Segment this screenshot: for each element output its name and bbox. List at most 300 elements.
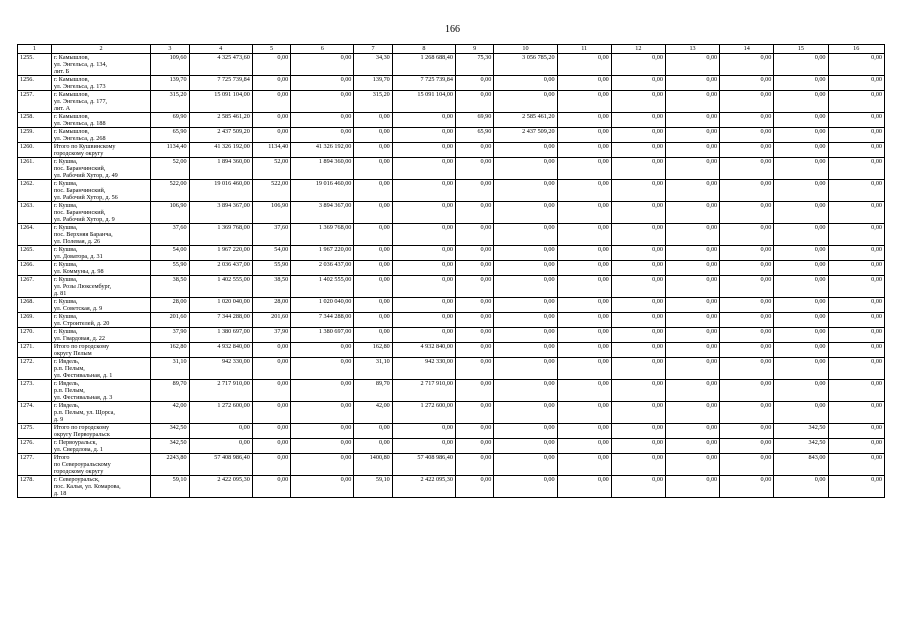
- value-cell: 0,00: [252, 113, 290, 128]
- address-cell: г. Кушва, пос. Баранчинский, ул. Рабочий Хутор, д. 49: [51, 158, 150, 180]
- value-cell: 0,00: [354, 246, 392, 261]
- value-cell: 0,00: [611, 424, 665, 439]
- address-cell: г. Первоуральск, ул. Свердлова, д. 1: [51, 439, 150, 454]
- value-cell: 0,00: [354, 328, 392, 343]
- value-cell: 0,00: [828, 328, 884, 343]
- address-cell: г. Камышлов, ул. Энгельса, д. 268: [51, 128, 150, 143]
- value-cell: 106,90: [151, 202, 189, 224]
- column-number-cell: 11: [557, 45, 611, 54]
- row-number-cell: 1256.: [18, 76, 52, 91]
- row-number-cell: 1270.: [18, 328, 52, 343]
- value-cell: 0,00: [494, 380, 557, 402]
- row-number-cell: 1257.: [18, 91, 52, 113]
- value-cell: 315,20: [151, 91, 189, 113]
- value-cell: 139,70: [151, 76, 189, 91]
- value-cell: 0,00: [720, 380, 774, 402]
- value-cell: 19 016 460,00: [189, 180, 252, 202]
- value-cell: 55,90: [151, 261, 189, 276]
- value-cell: 0,00: [774, 313, 828, 328]
- value-cell: 0,00: [252, 54, 290, 76]
- table-row: [18, 476, 885, 498]
- value-cell: 0,00: [354, 143, 392, 158]
- address-cell: г. Камышлов, ул. Энгельса, д. 134, лит. Б: [51, 54, 150, 76]
- value-cell: 0,00: [494, 358, 557, 380]
- value-cell: 0,00: [720, 143, 774, 158]
- value-cell: 31,10: [354, 358, 392, 380]
- row-number-cell: 1275.: [18, 424, 52, 439]
- address-cell: Итого по Североуральскому городскому округу: [51, 454, 150, 476]
- value-cell: 0,00: [665, 476, 719, 498]
- value-cell: 7 344 288,00: [189, 313, 252, 328]
- value-cell: 0,00: [252, 380, 290, 402]
- value-cell: 0,00: [665, 246, 719, 261]
- value-cell: 0,00: [354, 158, 392, 180]
- value-cell: 37,60: [252, 224, 290, 246]
- table-row: [18, 402, 885, 424]
- row-number-cell: 1264.: [18, 224, 52, 246]
- value-cell: 0,00: [252, 402, 290, 424]
- value-cell: 342,50: [151, 439, 189, 454]
- column-number-cell: 12: [611, 45, 665, 54]
- value-cell: 4 325 473,60: [189, 54, 252, 76]
- value-cell: 0,00: [354, 180, 392, 202]
- value-cell: 1 402 555,00: [189, 276, 252, 298]
- value-cell: 0,00: [291, 476, 354, 498]
- value-cell: 0,00: [189, 439, 252, 454]
- value-cell: 0,00: [392, 128, 455, 143]
- value-cell: 0,00: [392, 202, 455, 224]
- value-cell: 0,00: [774, 76, 828, 91]
- value-cell: 0,00: [557, 328, 611, 343]
- value-cell: 0,00: [494, 439, 557, 454]
- value-cell: 0,00: [291, 424, 354, 439]
- value-cell: 0,00: [665, 454, 719, 476]
- value-cell: 0,00: [354, 224, 392, 246]
- value-cell: 42,00: [354, 402, 392, 424]
- value-cell: 0,00: [828, 313, 884, 328]
- value-cell: 522,00: [252, 180, 290, 202]
- value-cell: 106,90: [252, 202, 290, 224]
- value-cell: 0,00: [665, 298, 719, 313]
- table-row: [18, 76, 885, 91]
- value-cell: 0,00: [354, 276, 392, 298]
- value-cell: 7 725 739,84: [189, 76, 252, 91]
- row-number-cell: 1277.: [18, 454, 52, 476]
- address-cell: г. Кушва, пос. Баранчинский, ул. Рабочий Хутор, д. 56: [51, 180, 150, 202]
- value-cell: 0,00: [828, 128, 884, 143]
- value-cell: 37,90: [151, 328, 189, 343]
- value-cell: 1 020 040,00: [291, 298, 354, 313]
- value-cell: 0,00: [611, 158, 665, 180]
- value-cell: 38,50: [151, 276, 189, 298]
- address-cell: г. Кушва, ул. Доватора, д. 31: [51, 246, 150, 261]
- page-number: 166: [445, 24, 460, 35]
- value-cell: 3 056 785,20: [494, 54, 557, 76]
- value-cell: 0,00: [720, 313, 774, 328]
- value-cell: 0,00: [354, 298, 392, 313]
- value-cell: 0,00: [252, 343, 290, 358]
- row-number-cell: 1269.: [18, 313, 52, 328]
- value-cell: 0,00: [557, 358, 611, 380]
- value-cell: 0,00: [828, 454, 884, 476]
- table-row: [18, 54, 885, 76]
- row-number-cell: 1265.: [18, 246, 52, 261]
- value-cell: 0,00: [557, 113, 611, 128]
- value-cell: 0,00: [828, 54, 884, 76]
- value-cell: 0,00: [774, 224, 828, 246]
- column-number-cell: 15: [774, 45, 828, 54]
- column-number-cell: 1: [18, 45, 52, 54]
- value-cell: 0,00: [557, 143, 611, 158]
- column-number-cell: 14: [720, 45, 774, 54]
- value-cell: 0,00: [611, 358, 665, 380]
- value-cell: 0,00: [392, 158, 455, 180]
- value-cell: 0,00: [557, 439, 611, 454]
- value-cell: 0,00: [291, 91, 354, 113]
- value-cell: 0,00: [720, 424, 774, 439]
- value-cell: 0,00: [720, 402, 774, 424]
- value-cell: 0,00: [720, 276, 774, 298]
- value-cell: 0,00: [720, 328, 774, 343]
- value-cell: 28,00: [151, 298, 189, 313]
- value-cell: 0,00: [557, 158, 611, 180]
- value-cell: 0,00: [611, 276, 665, 298]
- value-cell: 0,00: [494, 343, 557, 358]
- value-cell: 0,00: [774, 54, 828, 76]
- column-number-cell: 13: [665, 45, 719, 54]
- table-row: [18, 313, 885, 328]
- value-cell: 0,00: [611, 246, 665, 261]
- value-cell: 1 268 688,40: [392, 54, 455, 76]
- value-cell: 0,00: [494, 158, 557, 180]
- address-cell: г. Ивдель, р.п. Пелым, ул. Фестивальная, д. 3: [51, 380, 150, 402]
- value-cell: 1 272 600,00: [189, 402, 252, 424]
- value-cell: 0,00: [494, 202, 557, 224]
- value-cell: 0,00: [611, 439, 665, 454]
- value-cell: 0,00: [828, 358, 884, 380]
- value-cell: 0,00: [774, 328, 828, 343]
- address-cell: Итого по городскому округу Первоуральск: [51, 424, 150, 439]
- row-number-cell: 1273.: [18, 380, 52, 402]
- value-cell: 0,00: [354, 261, 392, 276]
- value-cell: 0,00: [557, 180, 611, 202]
- value-cell: 0,00: [720, 261, 774, 276]
- value-cell: 0,00: [665, 128, 719, 143]
- value-cell: 0,00: [665, 276, 719, 298]
- value-cell: 0,00: [494, 476, 557, 498]
- value-cell: 0,00: [557, 202, 611, 224]
- value-cell: 0,00: [557, 380, 611, 402]
- value-cell: 0,00: [494, 91, 557, 113]
- value-cell: 0,00: [392, 180, 455, 202]
- value-cell: 54,00: [151, 246, 189, 261]
- address-cell: г. Североуральск, пос. Калья, ул. Комарова, д. 18: [51, 476, 150, 498]
- table-row: [18, 180, 885, 202]
- value-cell: 0,00: [611, 380, 665, 402]
- data-table: [17, 44, 885, 498]
- address-cell: г. Кушва, ул. Розы Люксембург, д. 81: [51, 276, 150, 298]
- value-cell: 0,00: [774, 261, 828, 276]
- value-cell: 0,00: [557, 224, 611, 246]
- value-cell: 2 422 095,30: [189, 476, 252, 498]
- value-cell: 0,00: [611, 298, 665, 313]
- value-cell: 0,00: [392, 328, 455, 343]
- value-cell: 0,00: [494, 76, 557, 91]
- value-cell: 0,00: [455, 276, 493, 298]
- value-cell: 315,20: [354, 91, 392, 113]
- value-cell: 0,00: [291, 76, 354, 91]
- value-cell: 0,00: [611, 343, 665, 358]
- value-cell: 0,00: [557, 128, 611, 143]
- value-cell: 0,00: [774, 476, 828, 498]
- value-cell: 0,00: [455, 402, 493, 424]
- table-row: [18, 246, 885, 261]
- row-number-cell: 1274.: [18, 402, 52, 424]
- value-cell: 0,00: [557, 276, 611, 298]
- table-row: [18, 328, 885, 343]
- value-cell: 0,00: [611, 454, 665, 476]
- value-cell: 0,00: [557, 343, 611, 358]
- value-cell: 0,00: [455, 224, 493, 246]
- value-cell: 37,60: [151, 224, 189, 246]
- value-cell: 0,00: [611, 128, 665, 143]
- value-cell: 3 894 367,00: [291, 202, 354, 224]
- value-cell: 4 932 840,00: [189, 343, 252, 358]
- value-cell: 0,00: [774, 91, 828, 113]
- address-cell: г. Кушва, пос. Баранчинский, ул. Рабочий Хутор, д. 9: [51, 202, 150, 224]
- value-cell: 0,00: [828, 246, 884, 261]
- value-cell: 2 437 509,20: [189, 128, 252, 143]
- value-cell: 0,00: [611, 54, 665, 76]
- value-cell: 0,00: [720, 54, 774, 76]
- value-cell: 162,80: [354, 343, 392, 358]
- value-cell: 4 932 840,00: [392, 343, 455, 358]
- value-cell: 0,00: [665, 224, 719, 246]
- table-row: [18, 91, 885, 113]
- value-cell: 0,00: [828, 113, 884, 128]
- column-number-cell: 5: [252, 45, 290, 54]
- value-cell: 2 422 095,30: [392, 476, 455, 498]
- value-cell: 1134,40: [151, 143, 189, 158]
- row-number-cell: 1266.: [18, 261, 52, 276]
- column-number-cell: 8: [392, 45, 455, 54]
- table-row: [18, 143, 885, 158]
- value-cell: 0,00: [291, 402, 354, 424]
- row-number-cell: 1271.: [18, 343, 52, 358]
- value-cell: 0,00: [392, 439, 455, 454]
- value-cell: 7 725 739,84: [392, 76, 455, 91]
- value-cell: 69,90: [455, 113, 493, 128]
- table-row: [18, 202, 885, 224]
- column-number-cell: 16: [828, 45, 884, 54]
- column-number-cell: 4: [189, 45, 252, 54]
- value-cell: 0,00: [455, 76, 493, 91]
- table-row: [18, 224, 885, 246]
- value-cell: 34,30: [354, 54, 392, 76]
- value-cell: 0,00: [828, 343, 884, 358]
- value-cell: 942 330,00: [189, 358, 252, 380]
- row-number-cell: 1267.: [18, 276, 52, 298]
- value-cell: 0,00: [291, 128, 354, 143]
- value-cell: 0,00: [392, 261, 455, 276]
- value-cell: 59,10: [354, 476, 392, 498]
- value-cell: 522,00: [151, 180, 189, 202]
- value-cell: 0,00: [392, 424, 455, 439]
- value-cell: 0,00: [455, 261, 493, 276]
- value-cell: 0,00: [557, 476, 611, 498]
- value-cell: 0,00: [455, 246, 493, 261]
- address-cell: г. Камышлов, ул. Энгельса, д. 188: [51, 113, 150, 128]
- value-cell: 0,00: [189, 424, 252, 439]
- row-number-cell: 1268.: [18, 298, 52, 313]
- value-cell: 0,00: [665, 402, 719, 424]
- value-cell: 0,00: [455, 313, 493, 328]
- value-cell: 0,00: [774, 380, 828, 402]
- address-cell: г. Кушва, ул. Коммуны, д. 98: [51, 261, 150, 276]
- value-cell: 0,00: [774, 402, 828, 424]
- value-cell: 69,90: [151, 113, 189, 128]
- row-number-cell: 1261.: [18, 158, 52, 180]
- value-cell: 0,00: [828, 276, 884, 298]
- value-cell: 0,00: [494, 424, 557, 439]
- value-cell: 0,00: [354, 439, 392, 454]
- value-cell: 1 369 768,00: [189, 224, 252, 246]
- value-cell: 0,00: [665, 313, 719, 328]
- value-cell: 1 894 360,00: [189, 158, 252, 180]
- value-cell: 0,00: [252, 76, 290, 91]
- value-cell: 0,00: [455, 328, 493, 343]
- value-cell: 89,70: [354, 380, 392, 402]
- value-cell: 0,00: [828, 380, 884, 402]
- value-cell: 7 344 288,00: [291, 313, 354, 328]
- value-cell: 201,60: [252, 313, 290, 328]
- value-cell: 0,00: [611, 328, 665, 343]
- value-cell: 0,00: [354, 128, 392, 143]
- table-row: [18, 424, 885, 439]
- value-cell: 0,00: [455, 476, 493, 498]
- value-cell: 1 894 360,00: [291, 158, 354, 180]
- value-cell: 0,00: [494, 298, 557, 313]
- value-cell: 0,00: [828, 298, 884, 313]
- value-cell: 0,00: [291, 439, 354, 454]
- value-cell: 0,00: [665, 113, 719, 128]
- row-number-cell: 1272.: [18, 358, 52, 380]
- value-cell: 0,00: [828, 224, 884, 246]
- value-cell: 201,60: [151, 313, 189, 328]
- value-cell: 37,90: [252, 328, 290, 343]
- table-row: [18, 343, 885, 358]
- value-cell: 0,00: [252, 358, 290, 380]
- value-cell: 0,00: [252, 454, 290, 476]
- value-cell: 0,00: [828, 424, 884, 439]
- value-cell: 0,00: [455, 439, 493, 454]
- value-cell: 1 402 555,00: [291, 276, 354, 298]
- row-number-cell: 1259.: [18, 128, 52, 143]
- value-cell: 52,00: [252, 158, 290, 180]
- value-cell: 162,80: [151, 343, 189, 358]
- value-cell: 0,00: [720, 180, 774, 202]
- value-cell: 0,00: [557, 261, 611, 276]
- row-number-cell: 1255.: [18, 54, 52, 76]
- value-cell: 55,90: [252, 261, 290, 276]
- value-cell: 0,00: [720, 113, 774, 128]
- value-cell: 0,00: [252, 476, 290, 498]
- table-row: [18, 439, 885, 454]
- value-cell: 1 967 220,00: [189, 246, 252, 261]
- value-cell: 0,00: [611, 261, 665, 276]
- value-cell: 0,00: [720, 476, 774, 498]
- value-cell: 0,00: [252, 439, 290, 454]
- value-cell: 0,00: [611, 113, 665, 128]
- value-cell: 0,00: [828, 180, 884, 202]
- value-cell: 15 091 104,00: [189, 91, 252, 113]
- value-cell: 0,00: [774, 343, 828, 358]
- value-cell: 0,00: [774, 143, 828, 158]
- value-cell: 0,00: [252, 128, 290, 143]
- value-cell: 0,00: [455, 91, 493, 113]
- value-cell: 0,00: [557, 54, 611, 76]
- value-cell: 0,00: [665, 158, 719, 180]
- value-cell: 1 020 040,00: [189, 298, 252, 313]
- value-cell: 0,00: [455, 380, 493, 402]
- table-row: [18, 158, 885, 180]
- address-cell: г. Кушва, пос. Верхняя Баранча, ул. Полевая, д. 26: [51, 224, 150, 246]
- value-cell: 0,00: [828, 91, 884, 113]
- value-cell: 65,90: [151, 128, 189, 143]
- value-cell: 0,00: [494, 276, 557, 298]
- value-cell: 0,00: [611, 180, 665, 202]
- address-cell: г. Ивдель, р.п. Пелым, ул. Фестивальная, д. 1: [51, 358, 150, 380]
- address-cell: г. Камышлов, ул. Энгельса, д. 177, лит. А: [51, 91, 150, 113]
- value-cell: 0,00: [291, 358, 354, 380]
- value-cell: 0,00: [455, 202, 493, 224]
- value-cell: 0,00: [720, 343, 774, 358]
- value-cell: 0,00: [828, 476, 884, 498]
- row-number-cell: 1262.: [18, 180, 52, 202]
- value-cell: 0,00: [828, 261, 884, 276]
- value-cell: 0,00: [557, 91, 611, 113]
- value-cell: 0,00: [494, 180, 557, 202]
- address-cell: г. Кушва, ул. Строителей, д. 20: [51, 313, 150, 328]
- value-cell: 0,00: [392, 224, 455, 246]
- row-number-cell: 1278.: [18, 476, 52, 498]
- value-cell: 2243,80: [151, 454, 189, 476]
- column-number-cell: 7: [354, 45, 392, 54]
- value-cell: 0,00: [828, 158, 884, 180]
- value-cell: 0,00: [354, 424, 392, 439]
- value-cell: 15 091 104,00: [392, 91, 455, 113]
- table-row: [18, 454, 885, 476]
- value-cell: 2 036 437,00: [189, 261, 252, 276]
- value-cell: 0,00: [665, 76, 719, 91]
- value-cell: 0,00: [494, 313, 557, 328]
- value-cell: 0,00: [455, 343, 493, 358]
- column-number-cell: 3: [151, 45, 189, 54]
- value-cell: 0,00: [774, 298, 828, 313]
- value-cell: 0,00: [557, 76, 611, 91]
- value-cell: 0,00: [828, 202, 884, 224]
- value-cell: 0,00: [720, 224, 774, 246]
- value-cell: 1 369 768,00: [291, 224, 354, 246]
- value-cell: 1 380 697,00: [189, 328, 252, 343]
- value-cell: 0,00: [665, 380, 719, 402]
- value-cell: 0,00: [494, 246, 557, 261]
- value-cell: 0,00: [392, 246, 455, 261]
- table-row: [18, 276, 885, 298]
- value-cell: 0,00: [828, 143, 884, 158]
- value-cell: 0,00: [392, 313, 455, 328]
- value-cell: 0,00: [557, 298, 611, 313]
